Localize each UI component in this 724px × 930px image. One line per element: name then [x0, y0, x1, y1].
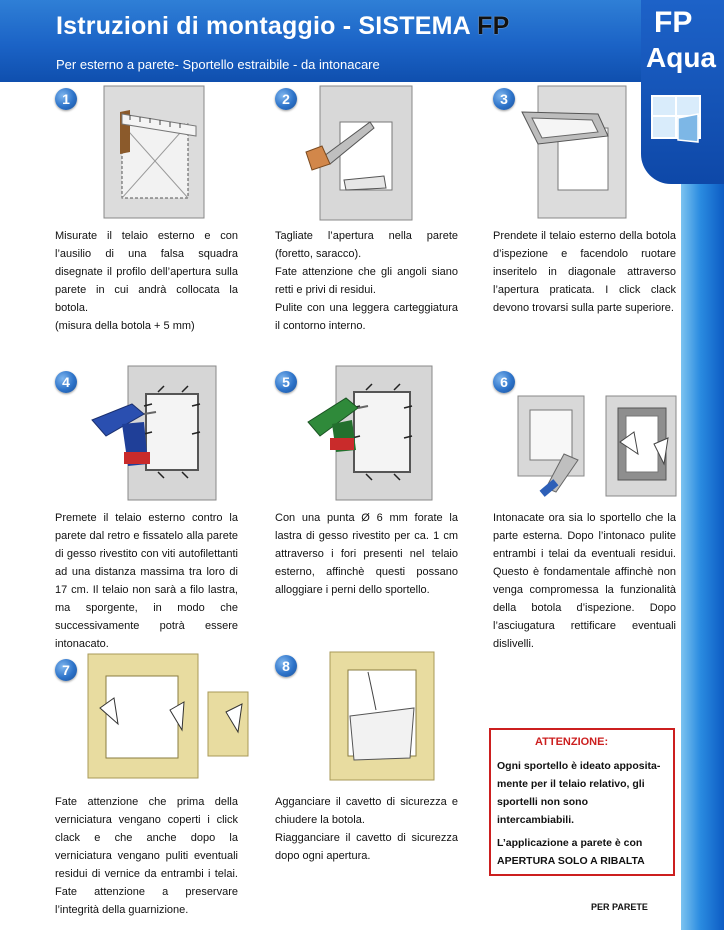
step-4-paragraph: Premete il telaio esterno contro la parete dal retro e fissatelo alla parete di gesso rivestito con viti autofilettanti ad una distanza massima tra loro di 17 cm. Il telaio non sarà a filo lastra, ma sporgente, in modo che successivamente potrà essere intonacato. [55, 512, 238, 650]
attention-text-2: L’applicazione a parete è con APERTURA SOLO A RIBALTA [497, 837, 645, 867]
step-number-2: 2 [275, 88, 297, 110]
step-4-text [55, 509, 238, 653]
title-fp: FP [477, 12, 510, 40]
step-7-paragraph: Fate attenzione che prima della verniciatura vengano coperti i click clack e che anche dopo la verniciatura vengano puliti eventuali residui di vernice da entrambi i telai. Fate attenzione a preservare l’integrità della guarnizione. [55, 796, 238, 916]
step-6-paragraph: Intonacate ora sia lo sportello che la parte esterna. Dopo l’intonaco pulite entrambi i telai da eventuali residui. Questo è fondamentale affinchè non venga compromessa la funzionalità della botola d’ispezione. Dopo l’asciugatura rettificare eventuali dislivelli. [493, 512, 676, 650]
step-number-4: 4 [55, 371, 77, 393]
side-bar [681, 82, 724, 930]
step-number-5: 5 [275, 371, 297, 393]
step-number-6: 6 [493, 371, 515, 393]
page-title [56, 12, 510, 41]
step8-illustration [328, 650, 436, 782]
page-subtitle: Per esterno a parete- Sportello estraibile - da intonacare [56, 57, 380, 72]
step-2-paragraph: Pulite con una leggera carteggiatura il contorno interno. [275, 302, 458, 332]
attention-title: ATTENZIONE: [535, 736, 609, 748]
attention-text-1: Ogni sportello è ideato apposita-mente per il telaio relativo, gli sportelli non sono intercambiabili. [497, 760, 661, 826]
footer-label: PER PARETE [591, 902, 648, 912]
step-8-paragraph: Riagganciare il cavetto di sicurezza dopo ogni apertura. [275, 832, 458, 862]
step-8-text [275, 793, 458, 865]
step4-illustration [88, 364, 218, 504]
step-5-text [275, 509, 458, 599]
step-number-8: 8 [275, 655, 297, 677]
step3-illustration [518, 84, 636, 222]
step-5-paragraph: Con una punta Ø 6 mm forate la lastra di gesso rivestito per ca. 1 cm attraverso i fori presenti nel telaio esterno, affinchè questi possano alloggiare i perni dello sportello. [275, 512, 458, 596]
window-icon [648, 90, 708, 150]
attention-box [489, 728, 675, 876]
step-2-text [275, 227, 458, 335]
step-1-text [55, 227, 238, 335]
step-2-paragraph: Fate attenzione che gli angoli siano retti e privi di residui. [275, 266, 458, 296]
title-text: Istruzioni di montaggio - SISTEMA [56, 12, 478, 40]
step6-illustration-a [516, 394, 588, 500]
logo-aqua-text: Aqua [646, 42, 716, 73]
step-1-paragraph: Misurate il telaio esterno e con l’ausilio di una falsa squadra disegnate il profilo dell’apertura sulla parete in cui andrà collocata la botola. [55, 230, 238, 314]
step-number-1: 1 [55, 88, 77, 110]
step-8-paragraph: Agganciare il cavetto di sicurezza e chiudere la botola. [275, 796, 458, 826]
step-6-text [493, 509, 676, 653]
step-3-text [493, 227, 676, 317]
step-3-paragraph: Prendete il telaio esterno della botola d’ispezione e facendolo ruotare inseritelo in diagonale attraverso l’apertura praticata. I click clack devono trovarsi sulla parte superiore. [493, 230, 676, 314]
step-2-paragraph: Tagliate l’apertura nella parete (foretto, saracco). [275, 230, 458, 260]
step-7-text [55, 793, 238, 919]
step5-illustration [306, 364, 436, 504]
step-number-3: 3 [493, 88, 515, 110]
step6-illustration-b [604, 394, 680, 500]
step2-illustration [300, 84, 420, 224]
step1-illustration [100, 84, 210, 222]
step7-illustration [86, 652, 252, 780]
logo-fp-text: FP [654, 6, 693, 39]
step-1-paragraph: (misura della botola + 5 mm) [55, 320, 195, 332]
step-number-7: 7 [55, 659, 77, 681]
